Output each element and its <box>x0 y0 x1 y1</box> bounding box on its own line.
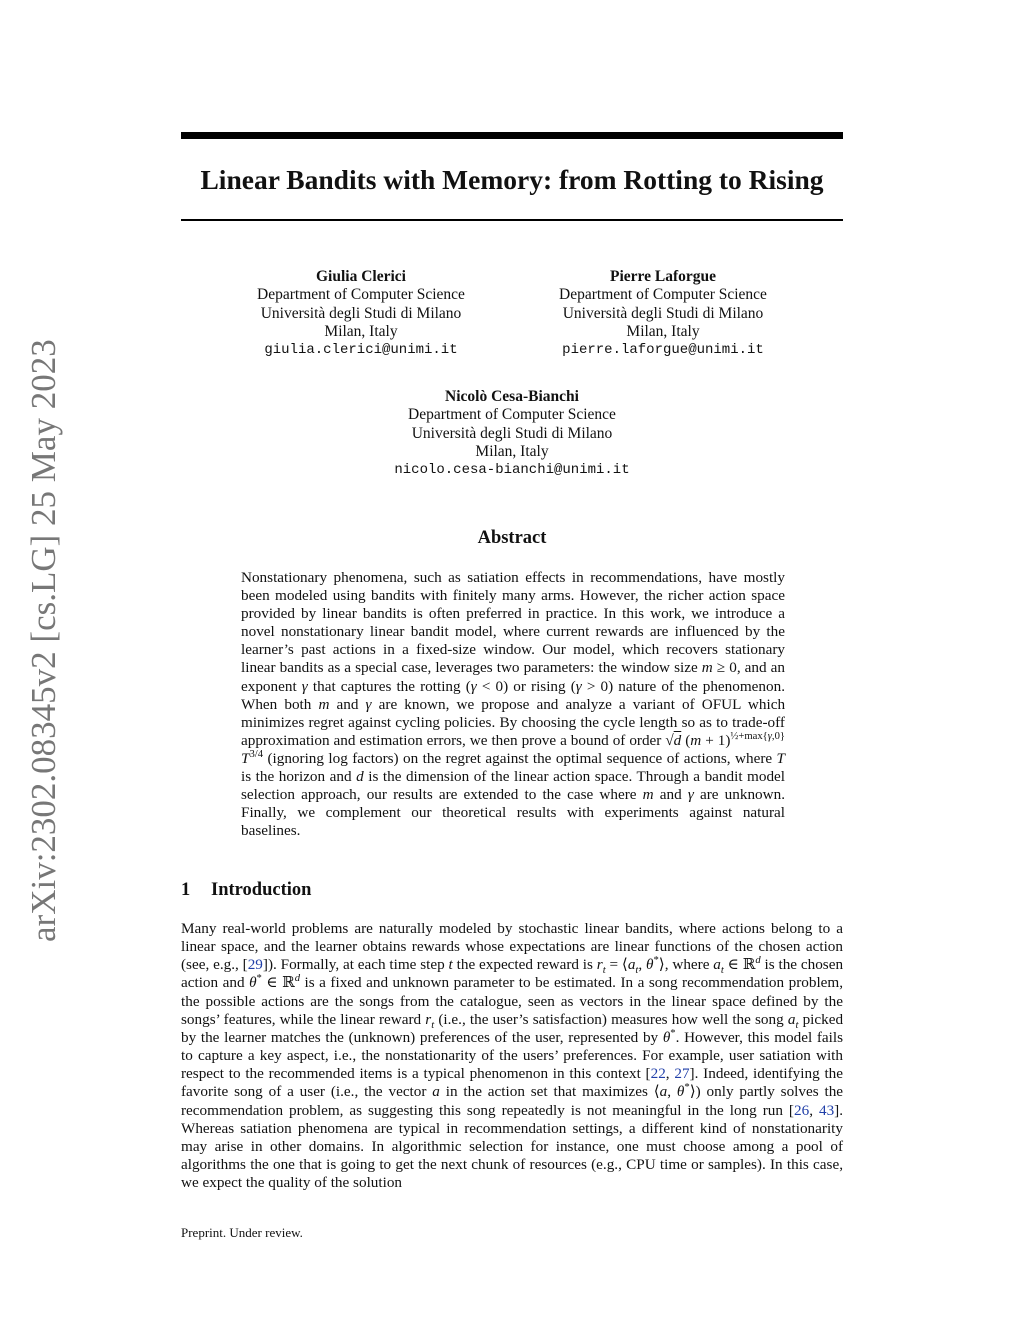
citation-link[interactable]: 29 <box>247 956 263 974</box>
paper-title: Linear Bandits with Memory: from Rotting to Rising <box>200 164 824 195</box>
abstract-heading: Abstract <box>477 528 547 548</box>
section-number: 1 <box>181 880 191 900</box>
author-name: Pierre Laforgue <box>609 268 717 285</box>
author-city: Milan, Italy <box>626 322 700 340</box>
author-university: Università degli Studi di Milano <box>260 304 462 322</box>
author-department: Department of Computer Science <box>559 286 767 304</box>
author-name: Giulia Clerici <box>316 268 406 285</box>
author-email[interactable]: giulia.clerici@unimi.it <box>264 342 458 359</box>
citation-link[interactable]: 27 <box>674 1065 690 1083</box>
section-title: Introduction <box>211 880 312 900</box>
author-university: Università degli Studi di Milano <box>562 304 764 322</box>
citation-link[interactable]: 43 <box>818 1101 835 1119</box>
author-block <box>513 268 813 359</box>
title-top-rule <box>181 132 843 139</box>
author-city: Milan, Italy <box>475 442 549 460</box>
author-department: Department of Computer Science <box>408 406 616 424</box>
author-name: Nicolò Cesa-Bianchi <box>445 388 579 405</box>
section-heading-introduction <box>181 879 311 901</box>
introduction-text: Many real-world problems are naturally modeled by stochastic linear bandits, where actions belong to a linear space, and the learner obtains rewards whose expectations are linear functions of the chosen action (see, e.g., [29]). Formally, at each time step t the expected reward is $r_t$ = $⟨a_t$, θ*⟩, where $a_t$ ∈ ℝ$^d$ is the chosen action and θ* ∈ ℝ$^d$ is a fixed and unknown parameter to be estimated. In a song recommendation problem, the possible actions are the songs from the catalogue, seen as vectors in the linear space defined by the songs’ features, while the linear reward $r_t$ (i.e., the user’s satisfaction) measures how well the song $a_t$ picked by the learner matches the (unknown) preferences of the user, represented by θ*. However, this model fails to capture a key aspect, i.e., the nonstationarity of the users’ preferences. For example, user satiation with respect to the recommended items is a typical phenomenon in this context [22, 27]. Indeed, identifying the favorite song of a user (i.e., the vector a in the action set that maximizes ⟨a, θ*⟩) only partly solves the recommendation problem, as suggesting this song repeatedly is not meaningful in the long run [26, 43]. Whereas satiation phenomena are typical in recommendation settings, a different kind of nonstationarity may arise in other domains. In algorithmic selection for instance, one must choose among a pool of algorithms the one that is going to get the next chunk of resources (e.g., CPU time or samples). In this case, we expect the quality of the solution <box>181 920 844 1192</box>
title-bottom-rule <box>181 219 843 221</box>
citation-link[interactable]: 26 <box>794 1101 810 1119</box>
author-email[interactable]: nicolo.cesa-bianchi@unimi.it <box>394 462 630 479</box>
footer-note: Preprint. Under review. <box>181 1225 303 1240</box>
citation-link[interactable]: 22 <box>650 1065 666 1083</box>
author-email[interactable]: pierre.laforgue@unimi.it <box>562 342 764 359</box>
author-block <box>362 388 662 479</box>
author-city: Milan, Italy <box>324 322 398 340</box>
abstract-text: Nonstationary phenomena, such as satiation effects in recommendations, have mostly been modeled using bandits with finitely many arms. However, the richer action space provided by linear bandits is often preferred in practice. In this work, we introduce a novel nonstationary linear bandit model, where current rewards are influenced by the learner’s past actions in a fixed-size window. Our model, which recovers stationary linear bandits as a special case, leverages two parameters: the window size m ≥ 0, and an exponent γ that captures the rotting (γ < 0) or rising (γ > 0) nature of the phenomenon. When both m and γ are known, we propose and analyze a variant of OFUL which minimizes regret against cycling policies. By choosing the cycle length so as to trade-off approximation and estimation errors, we then prove a bound of order √d $(m + 1)^{\frac{1}{2}+max\{\gamma,0\}}$ $T^{3/4}$ (ignoring log factors) on the regret against the optimal sequence of actions, where T is the horizon and d is the dimension of the linear action space. Through a bandit model selection approach, our results are extended to the case where m and γ are unknown. Finally, we complement our theoretical results with experiments against natural baselines. <box>241 569 786 840</box>
arxiv-sidebar-id: arXiv:2302.08345v2 [cs.LG] 25 May 2023 <box>24 339 63 942</box>
author-block <box>211 268 511 359</box>
author-department: Department of Computer Science <box>257 286 465 304</box>
author-university: Università degli Studi di Milano <box>411 424 613 442</box>
